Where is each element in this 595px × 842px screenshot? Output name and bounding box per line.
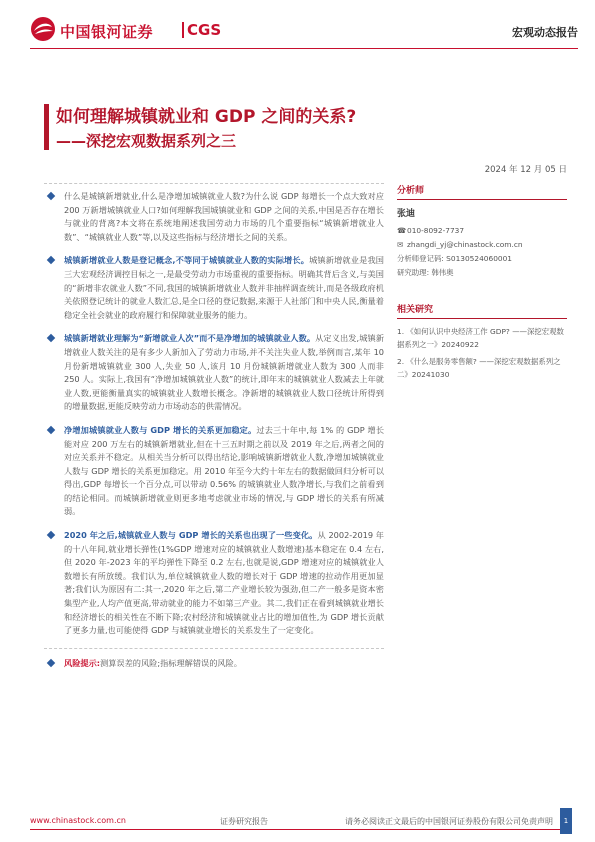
summary-paragraph [44, 332, 384, 414]
report-title: 如何理解城镇就业和 GDP 之间的关系? [56, 107, 357, 127]
related-heading: 相关研究 [397, 302, 567, 319]
footer-label: 证券研究报告 [220, 817, 268, 826]
risk-warning [44, 648, 384, 671]
title-accent-bar [44, 104, 49, 150]
research-assistant: 研究助理: 韩伟奥 [397, 268, 454, 277]
report-date: 2024 年 12 月 05 日 [484, 165, 567, 175]
risk-lead: 风险提示: [64, 657, 101, 668]
risk-body: 测算误差的风险;指标理解错误的风险。 [100, 657, 242, 668]
summary-paragraph [44, 183, 384, 244]
paragraph-body: 什么是城镇新增就业,什么是净增加城镇就业人数?为什么说 GDP 每增长一个点大致对应 200 万新增城镇就业人口?如何理解我国城镇就业和 GDP 之间的关系,中国是否存在增长与就业的背离?本文将在系统地阐述我国劳动力市场的几个重要指标“城镇新增就业人数”、“城镇就业人数”等,以及这些指标与经济增长之间的关系。 [64, 191, 384, 242]
paragraph-body: 过去三十年中,每 1% 的 GDP 增长能对应 200 万左右的城镇新增就业,但在十三五时期之前以及 2019 年之后,两者之间的对应关系并不稳定。从相关当分析可以得出结论,影响城镇新增就业人数,净增加城镇就业人数与 GDP 增长的关系更加稳定。用 2010 年至今大约十年左右的数据做回归分析可以得出,GDP 每增长一个百分点,可以带动 0.56% 的城镇就业人数净增长,与我们之前看到的结论相同。而城镇新增就业则更多地考虑就业市场的情况,与 GDP 增长的关系有所减弱。 [64, 424, 385, 517]
summary-paragraph [44, 529, 384, 638]
bullet-diamond-icon [47, 334, 55, 342]
analyst-email[interactable] [397, 238, 567, 252]
summary-paragraph [44, 254, 384, 322]
logo-divider [182, 22, 184, 38]
email-text[interactable]: zhangdi_yj@chinastock.com.cn [407, 240, 523, 249]
bullet-diamond-icon [47, 426, 55, 434]
sidebar [397, 183, 567, 385]
paragraph-lead: 城镇新增就业人数是登记概念,不等同于城镇就业人数的实际增长。 [64, 255, 310, 266]
paragraph-lead: 2020 年之后,城镇就业人数与 GDP 增长的关系也出现了一些变化。 [64, 530, 318, 541]
footer-rule [30, 829, 560, 830]
report-header [30, 14, 578, 50]
analyst-heading: 分析师 [397, 183, 567, 200]
bullet-diamond-icon [47, 659, 55, 667]
galaxy-logo-icon [30, 16, 56, 42]
header-rule [30, 48, 578, 49]
analyst-phone [397, 224, 567, 238]
email-icon: ✉ [397, 240, 404, 249]
bullet-diamond-icon [47, 531, 55, 539]
paragraph-lead: 净增加城镇就业人数与 GDP 增长的关系更加稳定。 [64, 424, 257, 435]
related-report-link[interactable]: 2. 《什么是服务零售额? ——深挖宏观数据系列之二》20241030 [397, 357, 561, 379]
footer-disclaimer: 请务必阅读正文最后的中国银河证券股份有限公司免责声明 [345, 817, 553, 826]
phone-text: 010-8092-7737 [407, 226, 465, 235]
related-report-link[interactable]: 1. 《如何认识中央经济工作 GDP? ——深挖宏观数据系列之一》20240922 [397, 327, 564, 349]
summary-paragraph [44, 424, 384, 519]
analyst-name: 张迪 [397, 209, 416, 219]
page-number: 1 [560, 808, 572, 834]
logo-text-en: CGS [187, 21, 222, 39]
main-column [44, 183, 384, 680]
paragraph-lead: 城镇新增就业理解为“新增就业人次”而不是净增加的城镇就业人数。 [64, 333, 316, 344]
paragraph-body: 从 2002-2019 年的十八年间,就业增长弹性(1%GDP 增速对应的城镇就业人数增速)基本稳定在 0.4 左右,但 2020 年-2023 年的平均弹性下降至 0.2 左右,也就是说,GDP 增速对应的城镇就业人数增长有所放缓。我们认为,单位城镇就业人数的增长对于 GDP 增速的拉动作用更加显著;我们认为原因有二:其一,2020 年之后,第二产业增长较为强劲,但二产一般多是资本密集型产业,人均产值更高,带动就业的能力不如第三产业。其二,我们正在看到城镇就业增长和经济增长的相关性在不断下降;农村经济和城镇就业占比的增加值性,为 GDP 增长贡献了更多力量,也可能使得 GDP 与城镇就业增长的关系发生了一定变化。 [64, 530, 384, 636]
bullet-diamond-icon [47, 256, 55, 264]
paragraph-body: 城镇新增就业是我国三大宏观经济调控目标之一,是最受劳动力市场重视的重要指标。明确其背后含义,与美国的“新增非农就业人数”不同,我国的城镇新增就业人数并非抽样调查统计,而是各级政府机关依照登记统计的就业人数汇总,是全口径的登记数据,来源于人社部门和中央人民,衡量着稳定全社会就业的政府履行和保障就业服务的能力。 [64, 255, 384, 320]
report-type: 宏观动态报告 [512, 26, 578, 39]
footer-website-link[interactable]: www.chinastock.com.cn [30, 816, 126, 825]
logo-text: 中国银河证券 [60, 23, 154, 41]
phone-icon: ☎ [397, 226, 407, 235]
analyst-cert: 分析师登记码: S0130524060001 [397, 254, 513, 263]
bullet-diamond-icon [47, 192, 55, 200]
report-subtitle: ——深挖宏观数据系列之三 [56, 132, 237, 150]
paragraph-body: 从定义出发,城镇新增就业人数关注的是有多少人新加入了劳动力市场,并不关注失业人数,举例而言,某年 10 月份新增城镇就业 300 人,失业 50 人,该月 10 月份城镇新增就业人数为 300 人而非 250 人。实际上,我国有“净增加城镇就业人数”的统计,即年末的城镇就业人数减去上年就业人数,更能衡量真实的城镇就业人数增长概念。净新增的城镇就业人数口径统计所得到的增量数据,更能反映劳动力市场动态的供需情况。 [64, 333, 385, 412]
